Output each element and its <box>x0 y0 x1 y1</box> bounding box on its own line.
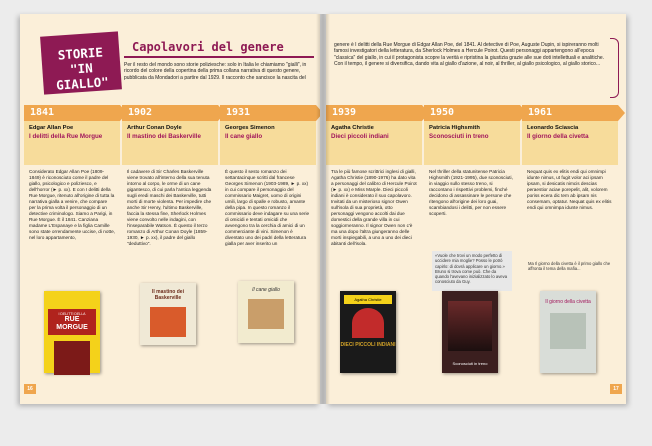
badge-line: STORIE <box>57 44 104 63</box>
book-title: Il cane giallo <box>225 133 263 140</box>
left-page <box>20 14 320 404</box>
book-gutter <box>316 14 330 404</box>
cover-title: Il giorno della civetta <box>545 299 591 305</box>
intro-text-right: genere è I delitti della Rue Morgue di Edgar Allan Poe, del 1841. Al detective di Poe, Auguste Dupin, si ispireranno molti famosi investigatori della letteratura, da Sherlock Holmes a Hercule Poirot. Questi personaggi appartengono all'epoca "classica" del giallo, in cui il protagonista scopre la verità e ripristina la giustizia grazie alle sue doti intellettuali e analitiche. Con il tempo, il genere si diversifica, dando vita al giallo d'azione, al noir, al thriller, al giallo psicologico, al giallo storico... <box>334 42 605 68</box>
cover-title: Il cane giallo <box>252 287 280 293</box>
author-name: Arthur Conan Doyle <box>127 125 182 131</box>
book-title: Il giorno della civetta <box>527 133 589 140</box>
book-summary: Tra le più famose scrittrici inglesi di gialli, Agatha Christie (1890-1976) ha dato vita a personaggi del calibro di Hercule Poirot (► p. xx) e Miss Marple. Dieci piccoli indiani è considerato il suo capolavoro. Invitati da un misterioso signor Owen sull'isola di sua proprietà, otto personaggi vengono accolti dai due domestici della grande villa in cui soggiorneranno. Il signor Owen non c'è ma una dopo l'altra giungeranno delle morti inspiegabili, a uno a uno dei dieci abitanti dell'isola. <box>331 169 417 246</box>
book-header <box>424 121 520 165</box>
page-number: 17 <box>610 384 622 394</box>
book-summary: Nel thriller della statunitense Patricia Highsmith (1921-1995), due sconosciuti, in viaggio sullo stesso treno, si raccontano i rispettivi problemi, finché decidono di assassinare le persone che ritengono all'origine dei loro guai, scambiandosi i delitti, per non essere scoperti. <box>429 169 513 216</box>
title-underline <box>124 56 314 58</box>
intro-bracket <box>610 38 619 98</box>
author-name: Agatha Christie <box>331 125 374 131</box>
year-label: 1939 <box>326 105 422 121</box>
year-label: 1931 <box>220 105 316 121</box>
author-name: Edgar Allan Poe <box>29 125 74 131</box>
year-label: 1950 <box>424 105 520 121</box>
book-title: I delitti della Rue Morgue <box>29 133 103 140</box>
timeline-column <box>522 105 618 383</box>
book-title: Dieci piccoli indiani <box>331 133 389 140</box>
timeline-column <box>424 105 520 383</box>
badge-line: "IN <box>69 60 94 77</box>
book-cover <box>340 291 396 373</box>
timeline-column <box>24 105 120 383</box>
book-summary: Considerato Edgar Allan Poe (1809-1849) è riconosciuto come il padre del giallo, psicologico e poliziesco, e dell'horror (► p. xx). E con I delitti della Rue Morgue, ritenuto all'origine di tutta la narrativa gialla a venire, che compare per la prima volta il personaggio di un detective criminologo. Siamo a Parigi, in Rue Morgue. È il 1841. Canziana madame L'Espanaye e la figlia Camille sono state orrendamente uccise, di notte, nel loro appartamento, <box>29 169 115 240</box>
right-page <box>326 14 626 404</box>
intro-text-left: Per il resto del mondo sono storie poliziesche: solo in Italia le chiamiamo "gialli", in ricordo del colore della copertina della prima collana narrativa di questo genere, pubblicata da Mondadori a partire dal 1929. Il racconto che sancisce la nascita del <box>124 62 307 81</box>
book-cover <box>238 281 294 343</box>
year-label: 1902 <box>122 105 218 121</box>
cover-title: Sconosciuti in treno <box>452 361 488 366</box>
book-summary: Il cadavere di Sir Charles Baskerville viene trovato all'interno della sua tenuta intorno al corpo, le orme di un cane gigantesco, di cui parla l'antica leggenda sugli eredi maschi dei Baskerville, tutti morti di morte violenta. Per impedire che anche Sir Henry, l'ultimo Baskerville, faccia la stessa fine, Sherlock Holmes viene convolto nelle indagini, con l'inseparabile Watson. È questo il terzo romanzo di Arthur Conan Doyle (1859-1930, ► p. xx), il padre del giallo "deduttivo". <box>127 169 212 246</box>
book-title: Il mastino dei Baskerville <box>127 133 201 140</box>
book-header <box>522 121 618 165</box>
year-label: 1961 <box>522 105 618 121</box>
author-name: Patricia Highsmith <box>429 125 480 131</box>
open-book <box>20 14 626 404</box>
timeline-column <box>122 105 218 383</box>
badge-line: GIALLO" <box>55 74 110 93</box>
page-title: Capolavori del genere <box>132 40 284 54</box>
cover-subtitle: I DELITTI DELLA <box>58 312 86 316</box>
book-cover <box>140 283 196 345</box>
cover-title: Il mastino dei Baskerville <box>152 289 184 301</box>
cover-subtitle: Agatha Christie <box>344 295 392 304</box>
quote-box: «Vuole che trovi un modo perfetto di uccidere mia moglie? Posso le potrò capirlo: di dovrà applicare un giorno.» Bruno si trova come può. Che da quando l'avevano inizializzato lo aveva conosciuto da Guy. <box>432 251 512 291</box>
author-name: Leonardo Sciascia <box>527 125 579 131</box>
author-name: Georges Simenon <box>225 125 275 131</box>
book-header <box>326 121 422 165</box>
book-cover <box>540 291 596 373</box>
timeline-column <box>326 105 422 383</box>
section-badge <box>40 31 122 94</box>
book-summary: Nequat quis ex elitis endi qui omnimpi idunte nimus, ut fugit volor aci ipsam ipsam, si desicatis nimcis descias peraestior aciae porepelit, alit, volorem poriss ecera dic tem ab ipsam nis consemam, optatur. Nequat quis ex elitis endi qui omnimpa idunte nimus. <box>527 169 612 210</box>
book-summary: È questo il sesto romanzo dei settantacinque scritti dal francese Georges Simenon (1903-1989, ► p. xx) in cui compare il personaggio del commissario Maigret, uomo di origini umili, largo di spalle e robusto, amante della pipa. In questo romanzo il commissario deve indagare su una serie di omicidi e tentati omicidi che avvengono tra la cerchia di amici di un commerciante di vini. Simenon è diventato uno dei padri della letteratura gialla per aver inserito un <box>225 169 310 246</box>
cover-title: DIECI PICCOLI INDIANI <box>340 342 396 348</box>
book-cover <box>44 291 100 373</box>
book-header <box>24 121 120 165</box>
book-header <box>122 121 218 165</box>
page-number: 16 <box>24 384 36 394</box>
cover-title: RUE MORGUE <box>56 316 88 331</box>
side-note: Ma Il giorno della civetta è il primo giallo che affronta il tema della mafia... <box>528 261 611 272</box>
book-title: Sconosciuti in treno <box>429 133 489 140</box>
year-label: 1841 <box>24 105 120 121</box>
timeline-column <box>220 105 316 383</box>
book-header <box>220 121 316 165</box>
book-cover <box>442 291 498 373</box>
